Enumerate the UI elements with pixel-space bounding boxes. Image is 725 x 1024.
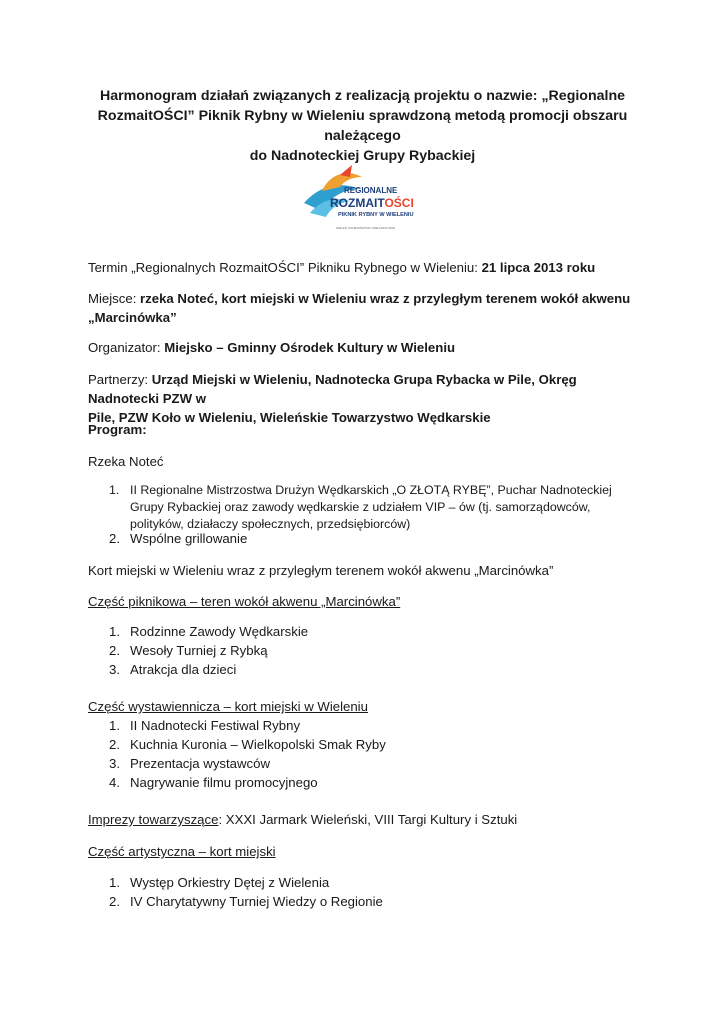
list-number: 2.: [109, 531, 120, 546]
list-number: 3.: [109, 662, 120, 677]
miejsce-value: „Marcinówka”: [88, 310, 177, 325]
list-item-text: Wesoły Turniej z Rybką: [130, 643, 268, 658]
organizator-label: Organizator:: [88, 340, 165, 355]
list-item-text: Kuchnia Kuronia – Wielkopolski Smak Ryby: [130, 737, 386, 752]
list-number: 2.: [109, 643, 120, 658]
partnerzy-paragraph: [88, 370, 648, 427]
organizator-paragraph: [88, 338, 648, 357]
list-item: [109, 754, 270, 773]
termin-paragraph: [88, 258, 648, 277]
list-item-text: Atrakcja dla dzieci: [130, 662, 237, 677]
list-item: [109, 773, 318, 792]
list-item: [109, 482, 620, 533]
list-number: 1.: [109, 718, 120, 733]
piknikowa-heading: Część piknikowa – teren wokół akwenu „Marcinówka”: [88, 594, 401, 609]
artystyczna-heading: Część artystyczna – kort miejski: [88, 844, 276, 859]
list-item-text: Wspólne grillowanie: [130, 531, 248, 546]
list-item: [109, 641, 268, 660]
list-item: [109, 716, 301, 735]
logo-line4: WIELEŃ, WOJEWÓDZTWO WIELKOPOLSKIE: [336, 226, 396, 230]
list-item-text: II Regionalne Mistrzostwa Drużyn Wędkarskich „O ZŁOTĄ RYBĘ”, Puchar Nadnoteckiej: [130, 483, 612, 497]
miejsce-value: rzeka Noteć, kort miejski w Wieleniu wraz z przyległym terenem wokół akwenu: [140, 291, 631, 306]
list-item: [109, 660, 237, 679]
list-number: 1.: [109, 624, 120, 639]
list-number: 2.: [109, 737, 120, 752]
list-number: 2.: [109, 894, 120, 909]
list-item: [109, 873, 330, 892]
title-line: RozmaitOŚCI” Piknik Rybny w Wieleniu sprawdzoną metodą promocji obszaru należącego: [97, 108, 628, 144]
list-number: 1.: [109, 875, 120, 890]
list-item-text: polityków, działaczy społecznych, przedsiębiorców): [130, 517, 411, 531]
list-number: 4.: [109, 775, 120, 790]
title-line: do Nadnoteckiej Grupy Rybackiej: [249, 148, 476, 164]
document-title: [96, 86, 629, 166]
list-item: [109, 622, 309, 641]
list-number: 1.: [109, 483, 120, 497]
logo-line2: ROZMAITOŚCI: [330, 196, 414, 210]
list-item-text: Prezentacja wystawców: [130, 756, 270, 771]
kort-heading: Kort miejski w Wieleniu wraz z przyległym terenem wokół akwenu „Marcinówka”: [88, 563, 554, 578]
miejsce-label: Miejsce:: [88, 291, 141, 306]
rzeka-heading: Rzeka Noteć: [88, 454, 164, 469]
wystawiennicza-heading: Część wystawiennicza – kort miejski w Wieleniu: [88, 699, 368, 714]
imprezy-value: : XXXI Jarmark Wieleński, VIII Targi Kultury i Sztuki: [218, 812, 518, 827]
list-number: 3.: [109, 756, 120, 771]
title-line: Harmonogram działań związanych z realizacją projektu o nazwie: „Regionalne: [99, 88, 626, 104]
event-logo: [300, 163, 430, 235]
list-item-text: II Nadnotecki Festiwal Rybny: [130, 718, 301, 733]
list-item: [109, 735, 386, 754]
partnerzy-value: Urząd Miejski w Wieleniu, Nadnotecka Grupa Rybacka w Pile, Okręg Nadnotecki PZW w: [88, 372, 577, 406]
miejsce-paragraph: [88, 289, 648, 327]
list-item-text: Występ Orkiestry Dętej z Wielenia: [130, 875, 330, 890]
imprezy-paragraph: [88, 810, 648, 829]
logo-line1: REGIONALNE: [344, 186, 398, 195]
termin-value: 21 lipca 2013 roku: [481, 260, 596, 275]
list-item: [109, 529, 248, 548]
list-item-text: IV Charytatywny Turniej Wiedzy o Regionie: [130, 894, 383, 909]
list-item-text: Nagrywanie filmu promocyjnego: [130, 775, 318, 790]
termin-label: Termin „Regionalnych RozmaitOŚCI” Pikniku Rybnego w Wieleniu:: [88, 260, 482, 275]
list-item: [109, 892, 383, 911]
fish-tail-shape: [340, 165, 352, 177]
list-item-text: Grupy Rybackiej oraz zawody wędkarskie z udziałem VIP – ów (tj. samorządowców,: [130, 500, 591, 514]
logo-line3: PIKNIK RYBNY W WIELENIU: [338, 212, 414, 218]
organizator-value: Miejsko – Gminny Ośrodek Kultury w Wieleniu: [164, 340, 456, 355]
list-item-text: Rodzinne Zawody Wędkarskie: [130, 624, 309, 639]
partnerzy-value: Pile, PZW Koło w Wieleniu, Wieleńskie Towarzystwo Wędkarskie: [88, 410, 491, 425]
program-heading: Program:: [88, 422, 147, 437]
imprezy-label: Imprezy towarzyszące: [88, 812, 219, 827]
partnerzy-label: Partnerzy:: [88, 372, 152, 387]
